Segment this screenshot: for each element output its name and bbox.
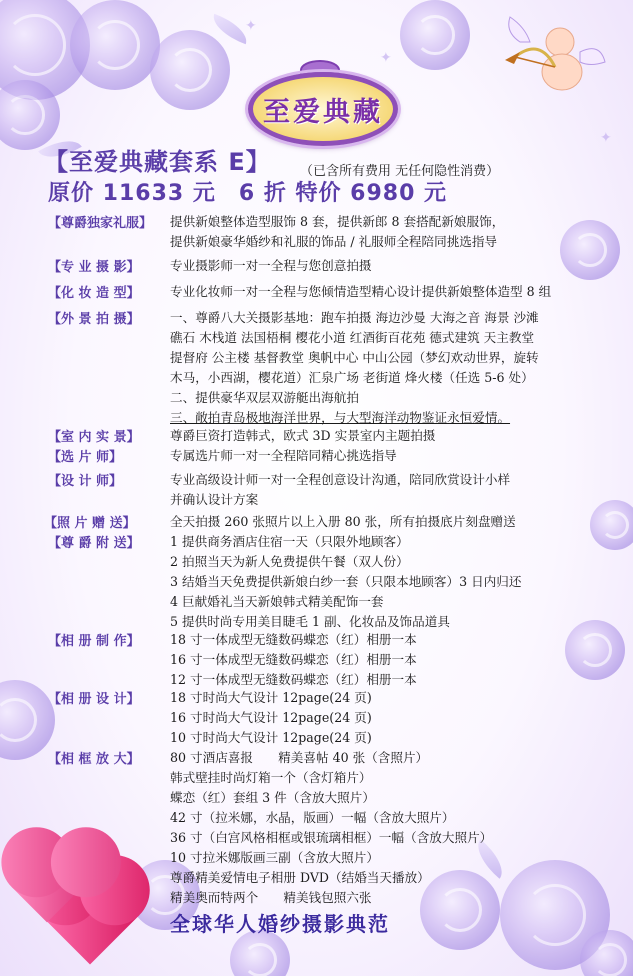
- emblem-title: 至爱典藏: [263, 96, 383, 128]
- section-line: 18 寸一体成型无缝数码蝶恋（红）相册一本: [170, 632, 417, 647]
- section-label: 【相 册 制 作】: [48, 634, 140, 649]
- section-label: 【照 片 赠 送】: [44, 516, 136, 531]
- price-note: （已含所有费用 无任何隐性消费）: [300, 164, 500, 179]
- section-label: 【相 册 设 计】: [48, 692, 140, 707]
- price-line: 原价 11633 元 6 折 特价 6980 元: [48, 181, 448, 206]
- section-line: 并确认设计方案: [170, 492, 259, 507]
- section-line: 80 寸酒店喜报 精美喜帖 40 张（含照片）: [170, 750, 429, 765]
- section-line: 16 寸时尚大气设计 12page(24 页): [170, 710, 372, 725]
- section-line: 精美奥而特两个 精美钱包照六张: [170, 890, 372, 905]
- section-line: 礁石 木栈道 法国梧桐 樱花小道 红酒街百花苑 德式建筑 天主教堂: [170, 330, 535, 345]
- section-label: 【室 内 实 景】: [48, 430, 140, 445]
- section-line: 12 寸一体成型无缝数码蝶恋（红）相册一本: [170, 672, 417, 687]
- section-line: 尊爵精美爱情电子相册 DVD（结婚当天播放）: [170, 870, 430, 885]
- section-line: 2 拍照当天为新人免费提供午餐（双人份）: [170, 554, 409, 569]
- section-label: 【选 片 师】: [48, 450, 123, 465]
- sparkle-icon: ✦: [600, 130, 612, 146]
- section-line: 3 结婚当天免费提供新娘白纱一套（只限本地顾客）3 日内归还: [170, 574, 522, 589]
- section-line: 全天拍摄 260 张照片以上入册 80 张，所有拍摄底片刻盘赠送: [170, 514, 516, 529]
- section-line: 二、提供豪华双层双游艇出海航拍: [170, 390, 359, 405]
- section-line: 木马，小西湖，樱花道）汇泉广场 老街道 烽火楼（任选 5-6 处）: [170, 370, 534, 385]
- package-title: 【至爱典藏套系 E】: [44, 148, 271, 176]
- section-line: 专业高级设计师一对一全程创意设计沟通，陪同欣赏设计小样: [170, 472, 511, 487]
- section-line: 尊爵巨资打造韩式，欧式 3D 实景室内主题拍摄: [170, 428, 436, 443]
- section-line: 韩式壁挂时尚灯箱一个（含灯箱片）: [170, 770, 372, 785]
- section-label: 【化 妆 造 型】: [48, 286, 140, 301]
- section-label: 【尊爵独家礼服】: [48, 216, 153, 231]
- section-label: 【设 计 师】: [48, 474, 123, 489]
- section-line: 专属选片师一对一全程陪同精心挑选指导: [170, 448, 397, 463]
- emblem-badge: [248, 72, 398, 146]
- rose-decoration-icon: [70, 0, 160, 90]
- section-line: 10 寸拉米娜版画三副（含放大照片）: [170, 850, 379, 865]
- section-line: 提督府 公主楼 基督教堂 奥帆中心 中山公园（梦幻欢动世界，旋转: [170, 350, 539, 365]
- section-line: 提供新娘豪华婚纱和礼服的饰品 / 礼服师全程陪同挑选指导: [170, 234, 498, 249]
- section-line: 一、尊爵八大关摄影基地：跑车拍摄 海边沙曼 大海之音 海景 沙滩: [170, 310, 539, 325]
- cupid-icon: [500, 12, 610, 112]
- section-line: 42 寸（拉米娜，水晶，版画）一幅（含放大照片）: [170, 810, 455, 825]
- section-line: 三、敞拍青岛极地海洋世界，与大型海洋动物鉴证永恒爱情。: [170, 410, 511, 425]
- rose-decoration-icon: [0, 680, 55, 760]
- section-line: 36 寸（白宫风格相框或银琉璃相框）一幅（含放大照片）: [170, 830, 493, 845]
- rose-decoration-icon: [400, 0, 470, 70]
- section-line: 专业化妆师一对一全程与您倾情造型精心设计提供新娘整体造型 8 组: [170, 284, 552, 299]
- section-label: 【相 框 放 大】: [48, 752, 140, 767]
- section-line: 专业摄影师一对一全程与您创意拍摄: [170, 258, 372, 273]
- section-line: 蝶恋（红）套组 3 件（含放大照片）: [170, 790, 375, 805]
- section-line: 5 提供时尚专用美目睫毛 1 副、化妆品及饰品道具: [170, 614, 450, 629]
- sparkle-icon: ✦: [245, 18, 257, 34]
- section-label: 【专 业 摄 影】: [48, 260, 140, 275]
- sparkle-icon: ✦: [380, 50, 392, 66]
- rose-decoration-icon: [150, 30, 230, 110]
- section-line: 18 寸时尚大气设计 12page(24 页): [170, 690, 372, 705]
- section-line: 提供新娘整体造型服饰 8 套，提供新郎 8 套搭配新娘服饰，: [170, 214, 505, 229]
- section-line: 4 巨献婚礼当天新娘韩式精美配饰一套: [170, 594, 384, 609]
- section-line: 10 寸时尚大气设计 12page(24 页): [170, 730, 372, 745]
- section-line: 1 提供商务酒店住宿一天（只限外地顾客）: [170, 534, 409, 549]
- footer-slogan: 全球华人婚纱摄影典范: [170, 912, 390, 936]
- section-line: 16 寸一体成型无缝数码蝶恋（红）相册一本: [170, 652, 417, 667]
- section-label: 【外 景 拍 摄】: [48, 312, 140, 327]
- section-label: 【尊 爵 附 送】: [48, 536, 140, 551]
